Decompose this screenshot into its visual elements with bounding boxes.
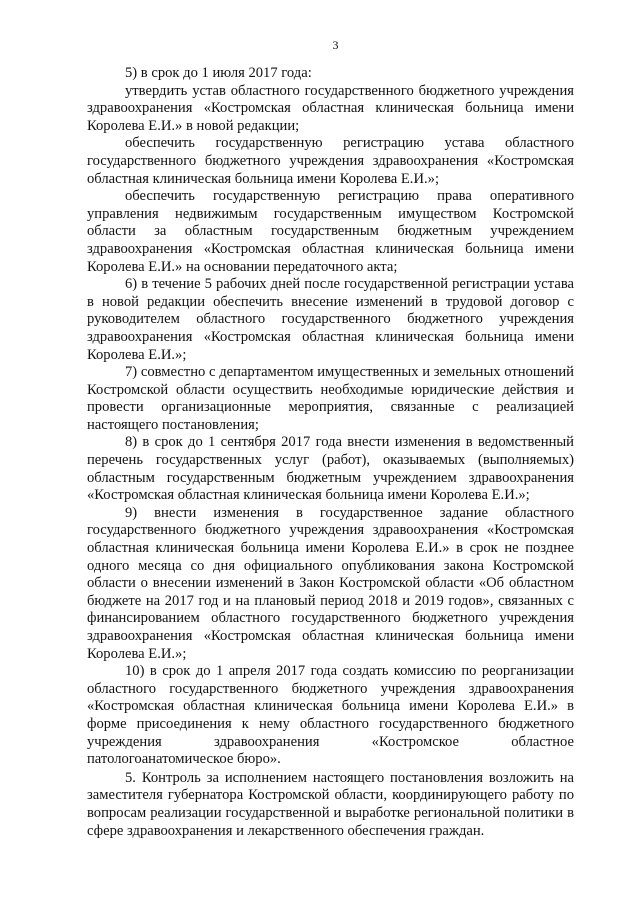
- paragraph-item-8: 8) в срок до 1 сентября 2017 года внести изменения в ведомственный перечень государственных услуг (работ), оказываемых (выполняемых) областным государственным бюджетным учреждением здравоохранения «Костромская областная клиническая больница имени Королева Е.И.»;: [87, 434, 574, 504]
- paragraph-approve-charter: утвердить устав областного государственного бюджетного учреждения здравоохранения «Костромская областная клиническая больница имени Королева Е.И.» в новой редакции;: [87, 82, 574, 134]
- paragraph-item-10: 10) в срок до 1 апреля 2017 года создать комиссию по реорганизации областного государственного бюджетного учреждения здравоохранения «Костромская областная клиническая больница имени Королева Е.И.» в форме присоединения к нему областного государственного бюджетного учреждения здравоохранения «Костромское областное патологоанатомическое бюро».: [87, 663, 574, 768]
- paragraph-property-registration: обеспечить государственную регистрацию права оперативного управления недвижимым государственным имуществом Костромской области за областным государственным бюджетным учреждением здравоохранения «Костромская областная клиническая больница имени Королева Е.И.» на основании передаточного акта;: [87, 188, 574, 275]
- paragraph-item-5: 5) в срок до 1 июля 2017 года:: [125, 65, 312, 81]
- paragraph-section-5-control: 5. Контроль за исполнением настоящего постановления возложить на заместителя губернатора Костромской области, координирующего работу по вопросам реализации государственной и выработке региональной политики в сфере здравоохранения и лекарственного обеспечения граждан.: [87, 769, 574, 839]
- paragraph-item-7: 7) совместно с департаментом имущественных и земельных отношений Костромской области осуществить необходимые юридические действия и провести организационные мероприятия, связанные с реализацией настоящего постановления;: [87, 364, 574, 433]
- paragraph-charter-registration: обеспечить государственную регистрацию устава областного государственного бюджетного учреждения здравоохранения «Костромская областная клиническая больница имени Королева Е.И.»;: [87, 135, 574, 187]
- paragraph-item-6: 6) в течение 5 рабочих дней после государственной регистрации устава в новой редакции обеспечить внесение изменений в трудовой договор с руководителем областного государственного бюджетного учреждения здравоохранения «Костромская областная клиническая больница имени Королева Е.И.»;: [87, 276, 574, 363]
- page-number: 3: [332, 38, 339, 52]
- paragraph-item-9: 9) внести изменения в государственное задание областного государственного бюджетного учреждения здравоохранения «Костромская областная клиническая больница имени Королева Е.И.» в срок не позднее одного месяца со дня официального опубликования закона Костромской области о внесении изменений в Закон Костромской области «Об областном бюджете на 2017 год и на плановый период 2018 и 2019 годов», связанных с финансированием областного государственного бюджетного учреждения здравоохранения «Костромская областная клиническая больница имени Королева Е.И.»;: [87, 504, 574, 662]
